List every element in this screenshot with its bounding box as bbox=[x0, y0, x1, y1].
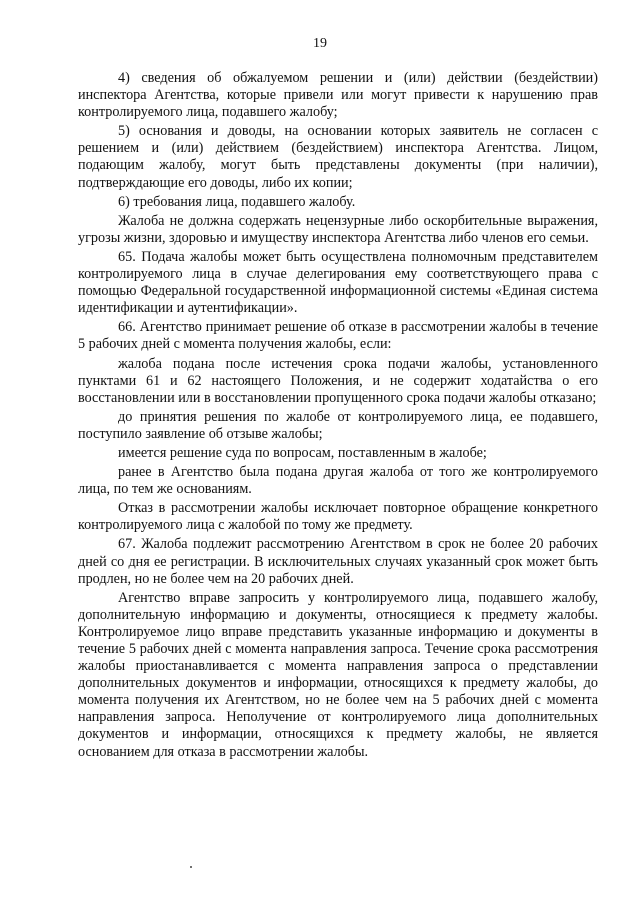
paragraph-item-4: 4) сведения об обжалуемом решении и (или) действии (бездействии) инспектора Агентства, которые привели или могут привести к нарушению прав контролируемого лица, подавшего жалобу; bbox=[78, 70, 598, 121]
paragraph-66-reason-withdrawal: до принятия решения по жалобе от контролируемого лица, ее подавшего, поступило заявление об отзыве жалобы; bbox=[78, 408, 598, 442]
paragraph-66-reason-duplicate: ранее в Агентство была подана другая жалоба от того же контролируемого лица, по тем же основаниям. bbox=[78, 464, 598, 498]
paragraph-additional-information: Агентство вправе запросить у контролируемого лица, подавшего жалобу, дополнительную информацию и документы, относящиеся к предмету жалобы. Контролируемое лицо вправе представить указанные информацию и документы в течение 5 рабочих дней с момента направления запроса. Течение срока рассмотрения жалобы приостанавливается с момента направления запроса о представлении дополнительных документов и информации, относящихся к предмету жалобы, до момента получения их Агентством, но не более чем на 5 рабочих дней с момента направления запроса. Неполучение от контролируемого лица дополнительных документов и информации, относящихся к предмету жалобы, не является основанием для отказа в рассмотрении жалобы. bbox=[78, 589, 598, 760]
paragraph-67: 67. Жалоба подлежит рассмотрению Агентством в срок не более 20 рабочих дней со дня ее регистрации. В исключительных случаях указанный срок может быть продлен, но не более чем на 20 рабочих дней. bbox=[78, 536, 598, 587]
paragraph-item-5: 5) основания и доводы, на основании которых заявитель не согласен с решением и (или) действием (бездействием) инспектора Агентства. Лицом, подающим жалобу, могут быть представлены документы (при наличии), подтверждающие его доводы, либо их копии; bbox=[78, 123, 598, 191]
paragraph-refusal-effect: Отказ в рассмотрении жалобы исключает повторное обращение конкретного контролируемого лица с жалобой по тому же предмету. bbox=[78, 500, 598, 534]
paragraph-65: 65. Подача жалобы может быть осуществлена полномочным представителем контролируемого лица в случае делегирования ему соответствующего права с помощью Федеральной государственной информационной системы «Единая система идентификации и аутентификации». bbox=[78, 248, 598, 317]
paragraph-66-reason-court: имеется решение суда по вопросам, поставленным в жалобе; bbox=[118, 444, 487, 461]
paragraph-item-6: 6) требования лица, подавшего жалобу. bbox=[118, 193, 356, 210]
scan-speck bbox=[190, 866, 192, 868]
document-body bbox=[78, 70, 598, 763]
paragraph-complaint-content-restriction: Жалоба не должна содержать нецензурные либо оскорбительные выражения, угрозы жизни, здоровью и имуществу инспектора Агентства либо членов его семьи. bbox=[78, 212, 598, 246]
paragraph-66: 66. Агентство принимает решение об отказе в рассмотрении жалобы в течение 5 рабочих дней с момента получения жалобы, если: bbox=[78, 319, 598, 353]
page-number: 19 bbox=[313, 36, 327, 51]
paragraph-66-reason-deadline: жалоба подана после истечения срока подачи жалобы, установленного пунктами 61 и 62 настоящего Положения, и не содержит ходатайства о его восстановлении или в восстановлении пропущенного срока подачи жалобы отказано; bbox=[78, 355, 598, 406]
